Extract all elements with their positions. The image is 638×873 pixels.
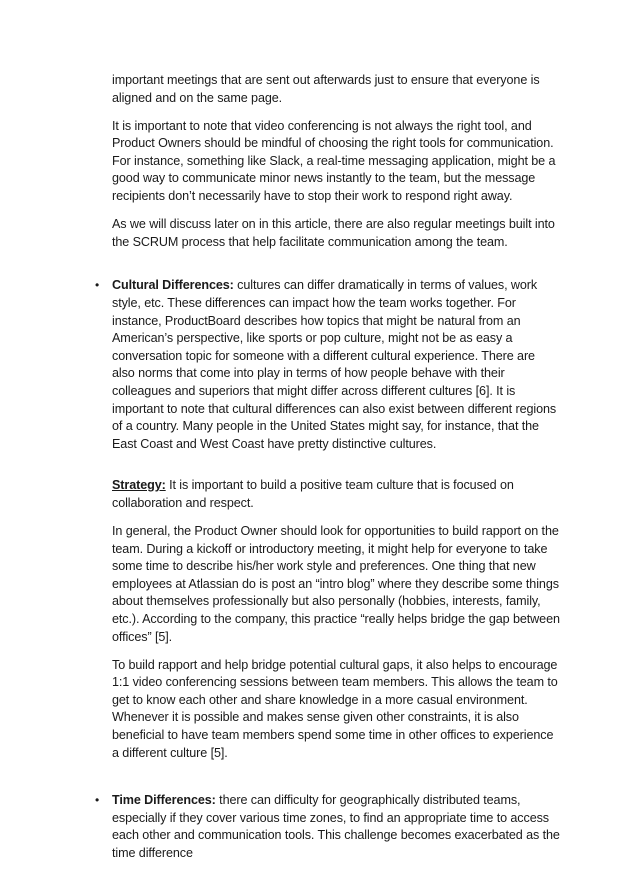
paragraph-cultural-gaps: To build rapport and help bridge potential cultural gaps, it also helps to encourage 1:1 video conferencing sessions between team members. This allows the team to get to know each other and share knowledge in a more casual environment. Whenever it is possible and makes sense given other constraints, it is also beneficial to have team members spend some time in other offices to experience a different culture [5]. [112, 657, 558, 760]
document-body [95, 72, 560, 873]
paragraph-rapport: In general, the Product Owner should look for opportunities to build rapport on the team. During a kickoff or introductory meeting, it might help for everyone to take some time to describe his/her work style and preferences. One thing that new employees at Atlassian do is post an “intro blog” where they describe some things about themselves professionally but also personally (hobbies, interests, family, etc.). According to the company, this practice “really helps bridge the gap between offices” [5]. [112, 523, 560, 644]
time-paragraph [112, 792, 560, 862]
cultural-term: Cultural Differences: [112, 278, 234, 293]
time-text: there can difficulty for geographically distributed teams, especially if they cover various time zones, to find an appropriate time to access each other and communication tools. This challenge becomes exacerbated as the time difference [112, 793, 560, 860]
bullet-icon: • [95, 278, 100, 293]
bullet-cultural-differences [95, 277, 560, 762]
bullet-icon: • [95, 793, 100, 808]
paragraph-scrum: As we will discuss later on in this article, there are also regular meetings built into the SCRUM process that help facilitate communication among the team. [112, 217, 555, 249]
paragraph-video-conferencing: It is important to note that video conferencing is not always the right tool, and Product Owners should be mindful of choosing the right tools for communication. For instance, something like Slack, a real-time messaging application, might be a good way to communicate minor news instantly to the team, but the message recipients don’t necessarily have to stop their work to respond right away. [112, 118, 556, 204]
cultural-paragraph [112, 277, 560, 453]
strategy-label: Strategy: [112, 478, 166, 493]
strategy-section [112, 477, 560, 762]
cultural-text: cultures can differ dramatically in terms of values, work style, etc. These differences can impact how the team works together. For instance, ProductBoard describes how topics that might be natural from an American’s perspective, like sports or pop culture, might not be as easy a conversation topic for someone with a different cultural experience. There are also norms that come into play in terms of how people behave with their colleagues and superiors that might differ across different cultures [6]. It is important to note that cultural differences can also exist between different regions of a country. Many people in the United States might say, for instance, that the East Coast and West Coast have pretty distinctive cultures. [112, 278, 557, 451]
paragraph-meetings: important meetings that are sent out afterwards just to ensure that everyone is aligned and on the same page. [112, 73, 540, 105]
strategy-text: It is important to build a positive team culture that is focused on collaboration and respect. [112, 478, 514, 510]
bullet-time-differences [95, 792, 560, 862]
strategy-paragraph [112, 477, 560, 512]
time-term: Time Differences: [112, 793, 216, 808]
